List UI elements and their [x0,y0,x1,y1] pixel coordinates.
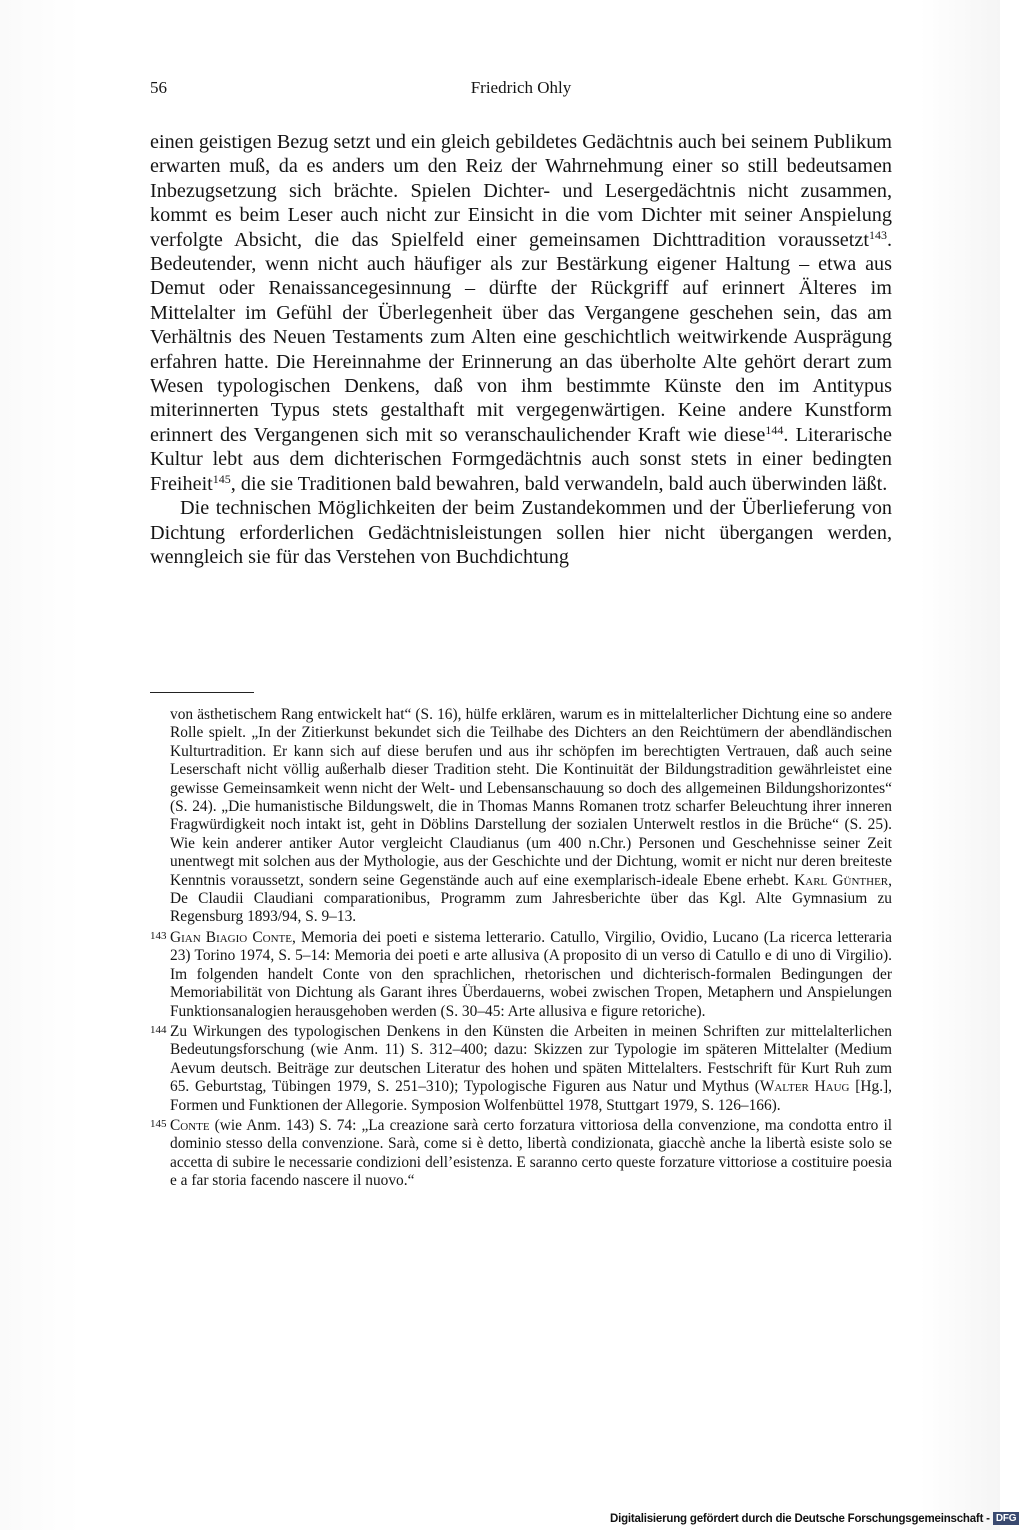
footnote-145: 145 Conte (wie Anm. 143) S. 74: „La creazione sarà certo forzatura vittoriosa della convenzione, ma condotta entro il dominio stesso della convenzione. Sarà, come si è detto, libertà condizionata, giacchè anche la libertà esiste solo se accetta di subire le necessarie condizioni dell’esistenza. E saranno certo queste forzature vittoriose a costituire poesia e a far storia facendo nascere il nuovo.“ [150,1116,892,1190]
footnote-143: 143 Gian Biagio Conte, Memoria dei poeti e sistema letterario. Catullo, Virgilio, Ovidio, Lucano (La ricerca letteraria 23) Torino 1974, S. 5–14: Memoria dei poeti e arte allusiva (A proposito di un verso di Catullo e di uno di Virgilio). Im folgenden handelt Conte von den sprachlichen, rhetorischen und dichterisch-formalen Bedingungen der Memoriabilität von Dichtung als Garant ihres Überdauerns, wobei zwischen Tropen, Metaphern und Anspielungen Funktionsanalogien herausgehoben werden (S. 30–45: Arte allusiva e figure retoriche). [150,928,892,1020]
funding-note: Digitalisierung gefördert durch die Deutsche Forschungsgemeinschaft - [610,1513,990,1525]
footnote-ref-144[interactable]: 144 [765,422,784,437]
footnote-number: 145 [150,1117,167,1130]
footnote-ref-145[interactable]: 145 [212,471,231,486]
main-text [150,130,892,569]
page-number: 56 [150,78,167,97]
digitization-footer [610,1512,1017,1528]
dfg-logo: DFG [993,1512,1019,1525]
footnote-144: 144 Zu Wirkungen des typologischen Denkens in den Künsten die Arbeiten in meinen Schriften zur mittelalterlichen Bedeutungsforschung (wie Anm. 11) S. 312–400; dazu: Skizzen zur Typologie im späteren Mittelalter (Medium Aevum deutsch. Beiträge zur deutschen Literatur des hohen und späten Mittelalters. Festschrift für Kurt Ruh zum 65. Geburtstag, Tübingen 1979, S. 251–310); Typologische Figuren aus Natur und Mythus (Walter Haug [Hg.], Formen und Funktionen der Allegorie. Symposion Wolfenbüttel 1978, Stuttgart 1979, S. 126–166). [150,1022,893,1114]
running-title: Friedrich Ohly [470,78,572,97]
author-name: Conte [170,1116,210,1134]
footnotes [150,706,892,1193]
page-header [150,78,892,104]
footnote-separator [150,692,254,693]
author-name: Walter Haug [759,1078,850,1096]
author-name: Karl Günther [794,871,889,889]
author-name: Gian Biagio Conte [170,928,292,946]
footnote-number: 144 [150,1023,167,1036]
footnote-ref-143[interactable]: 143 [868,227,887,242]
paragraph-1: einen geistigen Bezug setzt und ein gleich gebildetes Gedächtnis auch bei seinem Publikum erwarten muß, da es anders um den Reiz der Wahrnehmung einer so still bedeutsamen Inbezugsetzung sich brächte. Spielen Dichter- und Lesergedächtnis nicht zusammen, kommt es beim Leser auch nicht zur Einsicht in die vom Dichter mit seiner Anspielung verfolgte Absicht, die das Spielfeld einer gemeinsamen Dichttradition voraussetzt$^{143}$. Bedeutender, wenn nicht auch häufiger als zur Bestärkung eigener Haltung – etwa aus Demut oder Renaissancegesinnung – dürfte der Rückgriff auf erinnert Älteres im Mittelalter im Gefühl der Überlegenheit über das Vergangene geschehen sein, das am Verhältnis des Neuen Testaments zum Alten eine geschichtlich weitwirkende Ausprägung erfahren hatte. Die Hereinnahme der Erinnerung an das überholte Alte gehört derart zum Wesen typologischen Denkens, daß von ihm bestimmte Künste den im Antitypus miterinnerten Typus stets gestalthaft mit vergegenwärtigen. Keine andere Kunstform erinnert des Vergangenen sich mit so veranschaulichender Kraft wie diese$^{144}$. Literarische Kultur lebt aus dem dichterischen Formgedächtnis auch sonst stets in einer bedingten Freiheit$^{145}$, die sie Traditionen bald bewahren, bald verwandeln, bald auch überwinden läßt. [150,131,892,495]
paragraph-2: Die technischen Möglichkeiten der beim Zustandekommen und der Überlieferung von Dichtung erforderlichen Gedächtnisleistungen sollen hier nicht übergangen werden, wenngleich sie für das Verstehen von Buchdichtung [150,497,892,568]
footnote-number: 143 [150,929,167,942]
footnote-continued: von ästhetischem Rang entwickelt hat“ (S. 16), hülfe erklären, warum es in mittelalterlicher Dichtung eine so andere Rolle spielt. „In der Zitierkunst bekundet sich die Teilhabe des Dichters an den Reichtümern der abendländischen Kulturtradition. Er kann sich auf diese berufen und aus ihr schöpfen im berechtigten Vertrauen, daß auch seine Leserschaft nicht völlig außerhalb dieser Tradition steht. Die Kontinuität der Bildungstradition gewährleistet eine gewisse Gemeinsamkeit wenn nicht der Welt- und Lebensanschauung so doch des allgemeinen Bildungshorizontes“ (S. 24). „Die humanistische Bildungswelt, die in Thomas Manns Romanen trotz scharfer Beleuchtung ihrer inneren Fragwürdigkeit noch intakt ist, geht in Döblins Darstellung der sozialen Unterwelt restlos in die Brüche“ (S. 25). Wie kein anderer antiker Autor vergleicht Claudianus (um 400 n.Chr.) Personen und Geschehnisse seiner Zeit unentwegt mit solchen aus der Mythologie, aus der Geschichte und der Dichtung, womit er nicht nur deren breiteste Kenntnis voraussetzt, sondern seine Gegenstände auch auf eine exemplarisch-ideale Ebene erhebt. Karl Günther, De Claudii Claudiani comparationibus, Programm zum Jahresberichte über das Kgl. Alte Gymnasium zu Regensburg 1893/94, S. 9–13. [170,706,892,926]
